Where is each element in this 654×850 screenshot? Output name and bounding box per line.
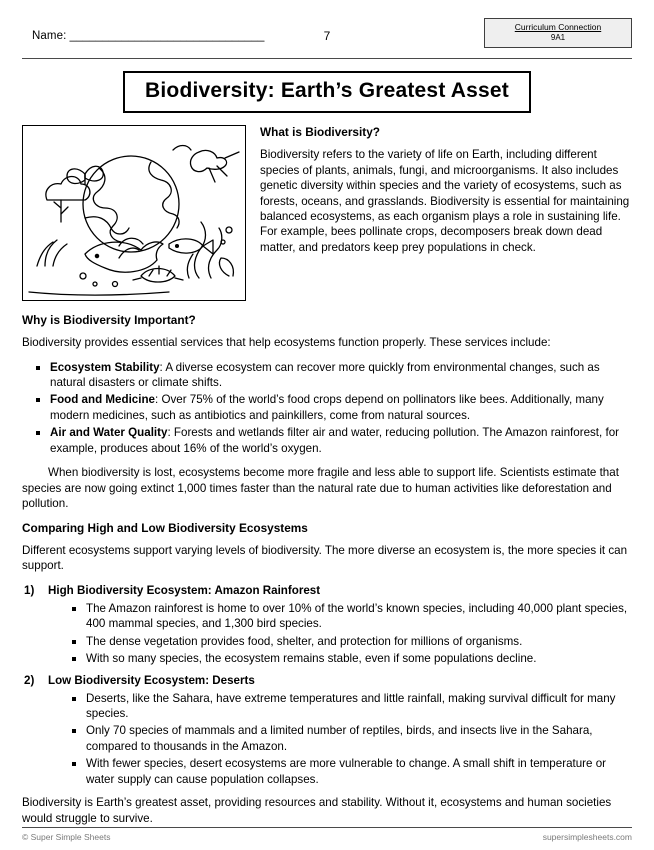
ecosystem-label: Low Biodiversity Ecosystem: Deserts <box>48 673 255 687</box>
list-item <box>22 673 632 787</box>
curriculum-connection-badge <box>484 18 632 48</box>
page-header <box>22 18 632 54</box>
intro-text-block <box>246 125 632 255</box>
bullet-text: : Over 75% of the world’s food crops depend on pollinators like bees. Additionally, many modern medicines, such as antibiotics and painkillers, come from natural sources. <box>50 393 604 422</box>
list-item <box>36 392 632 423</box>
ecosystem-bullets <box>48 601 632 667</box>
list-item: Only 70 species of mammals and a limited number of reptiles, birds, and insects live in the Sahara, compared to thousands in the Amazon. <box>72 723 632 754</box>
header-divider <box>22 58 632 59</box>
importance-intro: Biodiversity provides essential services that help ecosystems function properly. These services include: <box>22 336 551 349</box>
body-content <box>22 313 632 826</box>
importance-bullet-list <box>22 360 632 456</box>
footer-divider <box>22 827 632 828</box>
curriculum-connection-code: 9A1 <box>550 33 566 42</box>
intro-heading: What is Biodiversity? <box>260 125 380 139</box>
list-item <box>36 425 632 456</box>
intro-section <box>22 125 632 301</box>
page-number: 7 <box>323 29 331 43</box>
ecosystem-label: High Biodiversity Ecosystem: Amazon Rainforest <box>48 584 321 597</box>
curriculum-connection-title: Curriculum Connection <box>514 22 602 32</box>
comparing-heading: Comparing High and Low Biodiversity Ecosystems <box>22 520 308 535</box>
intro-paragraph: Biodiversity refers to the variety of life on Earth, including different species of plants, animals, fungi, and microorganisms. It also includes genetic diversity within species and the variety of ecosystems, such as forests, oceans, and grasslands. Biodiversity is essential for maintaining balanced ecosystems, as each organism plays a role in sustaining life. For example, bees pollinate crops, decomposers break down dead matter, and predators keep prey populations in check. <box>260 148 630 254</box>
list-item: The Amazon rainforest is home to over 10% of the world’s known species, including 40,000 plant species, 400 mammal species, and 1,300 bird species. <box>72 601 632 632</box>
list-item: The dense vegetation provides food, shelter, and protection for millions of organisms. <box>72 634 632 649</box>
footer-copyright: © Super Simple Sheets <box>22 832 111 842</box>
footer-website: supersimplesheets.com <box>542 832 632 842</box>
biodiversity-illustration <box>22 125 246 301</box>
list-item <box>36 360 632 391</box>
bullet-term: Food and Medicine <box>50 393 155 407</box>
bullet-text: : Forests and wetlands filter air and water, reducing pollution. The Amazon rainforest, for example, produces about 16% of the world’s oxygen. <box>50 426 620 455</box>
list-item: With fewer species, desert ecosystems are more vulnerable to change. A small shift in temperature or water supply can cause population collapses. <box>72 756 632 787</box>
list-item: Deserts, like the Sahara, have extreme temperatures and little rainfall, making survival difficult for many species. <box>72 691 632 722</box>
list-item <box>22 583 632 667</box>
bullet-term: Ecosystem Stability <box>50 360 160 374</box>
page-title: Biodiversity: Earth’s Greatest Asset <box>123 71 531 113</box>
name-field-label[interactable]: Name: ______________________________ <box>32 30 265 42</box>
title-container <box>22 71 632 113</box>
ecosystem-bullets <box>48 691 632 787</box>
conclusion-paragraph: Biodiversity is Earth’s greatest asset, providing resources and stability. Without it, ecosystems and human societies would struggle to survive. <box>22 796 612 825</box>
page-footer <box>22 827 632 842</box>
importance-closing: When biodiversity is lost, ecosystems become more fragile and less able to support life. Scientists estimate that species are now going extinct 1,000 times faster than the natural rate due to human activities like deforestation and pollution. <box>22 466 619 511</box>
list-item: With so many species, the ecosystem remains stable, even if some populations decline. <box>72 651 632 666</box>
bullet-text: : A diverse ecosystem can recover more quickly from environmental changes, such as natural disasters or climate shifts. <box>50 360 600 389</box>
comparing-intro: Different ecosystems support varying levels of biodiversity. The more diverse an ecosystem is, the more species it can support. <box>22 543 628 573</box>
bullet-term: Air and Water Quality <box>50 426 168 440</box>
globe-nature-icon <box>23 126 244 299</box>
comparing-numbered-list <box>22 583 632 787</box>
importance-heading: Why is Biodiversity Important? <box>22 313 196 327</box>
